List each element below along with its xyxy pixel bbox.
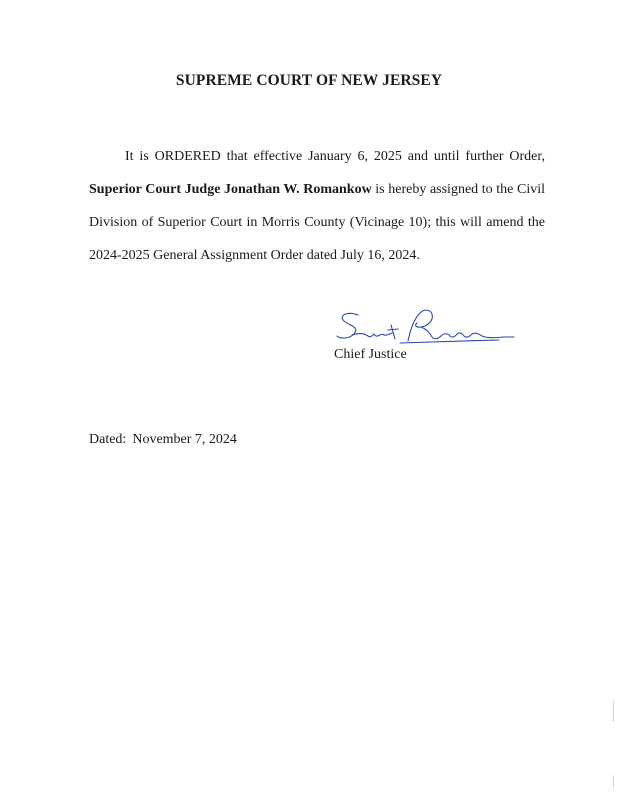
scan-edge-mark <box>613 775 614 789</box>
page-title: SUPREME COURT OF NEW JERSEY <box>175 72 443 89</box>
order-line-3: Division of Superior Court in Morris County (Vicinage 10); this will amend the <box>89 215 545 230</box>
judge-name: Superior Court Judge Jonathan W. Romankow <box>89 182 372 197</box>
order-line-2 <box>89 173 545 206</box>
order-line-4: 2024-2025 General Assignment Order dated July 16, 2024. <box>89 248 420 263</box>
order-line-1 <box>89 140 545 173</box>
order-line-1-text: It is ORDERED that effective January 6, 2025 and until further Order, <box>125 149 545 164</box>
dated-value: November 7, 2024 <box>132 432 237 447</box>
dated-line <box>89 432 237 448</box>
signer-title: Chief Justice <box>334 347 407 362</box>
scan-edge-mark <box>613 700 614 722</box>
order-line-2-rest: is hereby assigned to the Civil <box>371 182 545 197</box>
dated-label: Dated: <box>89 432 127 447</box>
